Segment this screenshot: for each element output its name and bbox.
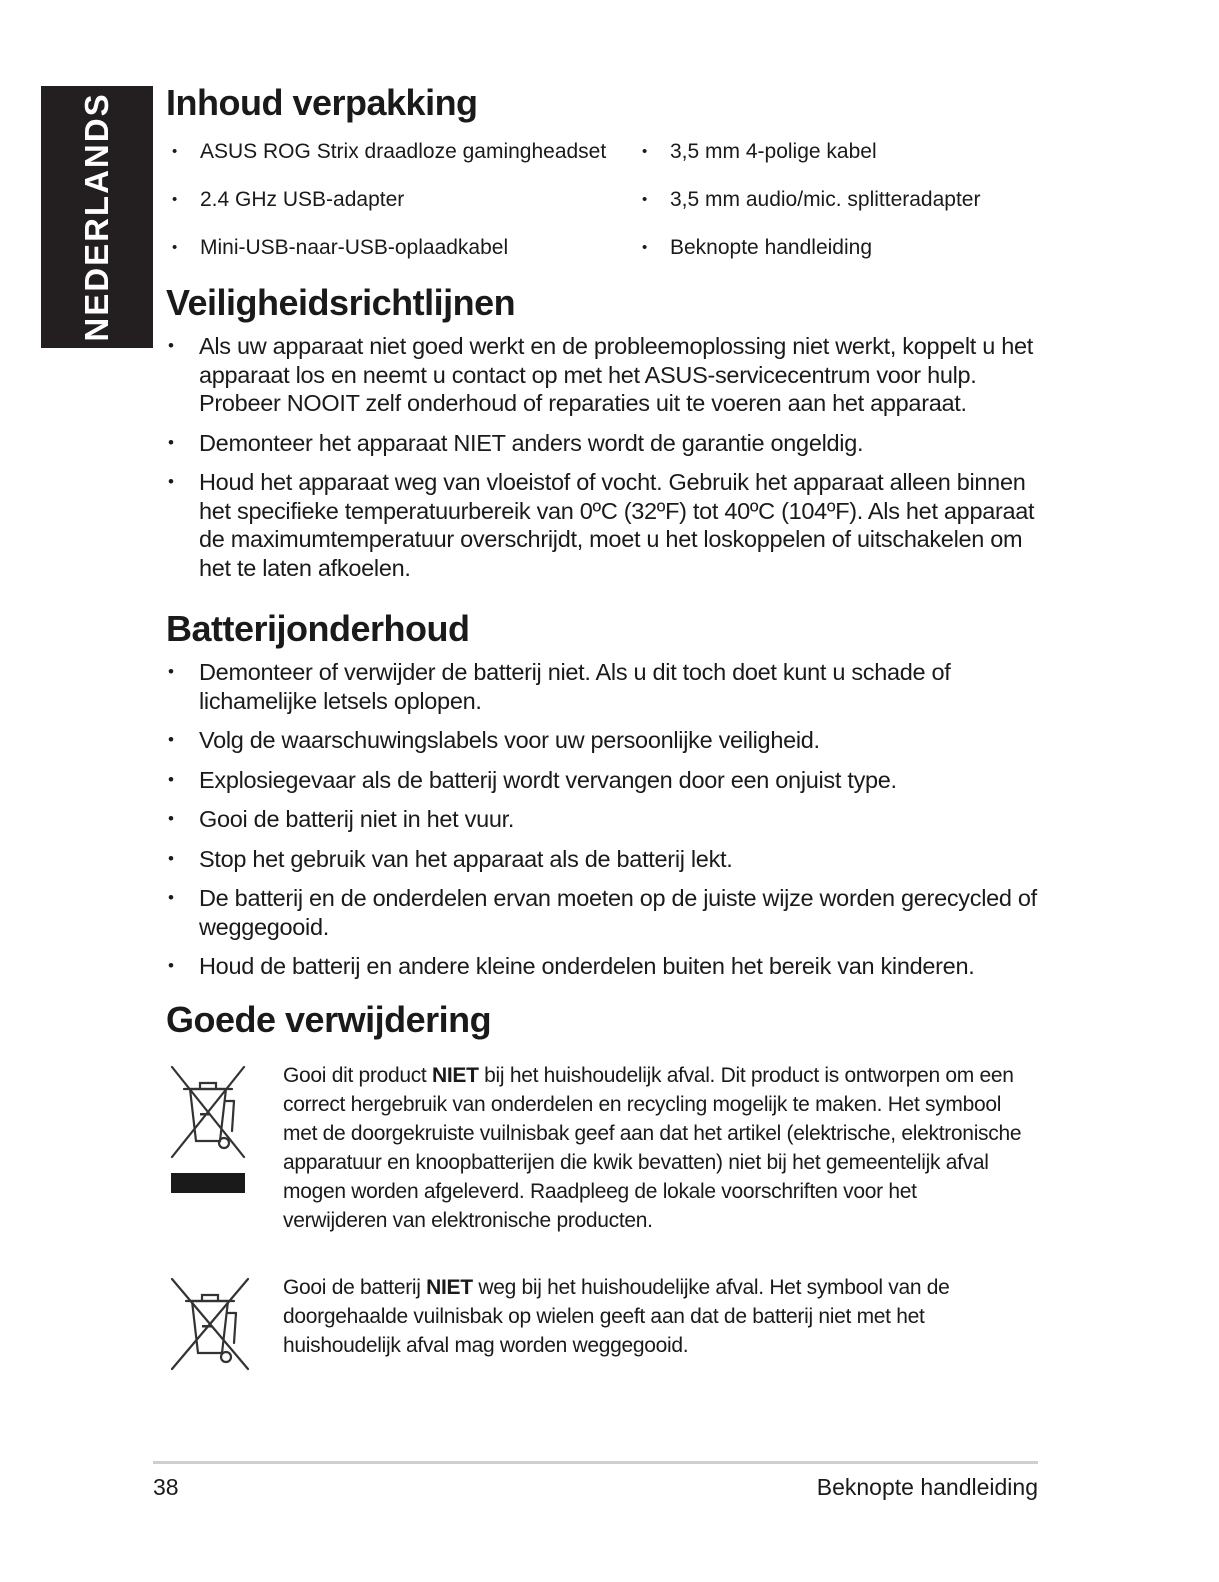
text-emphasis: NIET	[426, 1275, 473, 1299]
list-item: • Demonteer of verwijder de batterij niet. Als u dit toch doet kunt u schade of lichamelijke letsels oplopen.	[166, 658, 1046, 715]
section-package-contents	[166, 82, 1046, 264]
list-item: • Demonteer het apparaat NIET anders wordt de garantie ongeldig.	[166, 429, 1046, 458]
list-item: • Stop het gebruik van het apparaat als de batterij lekt.	[166, 845, 1046, 874]
list-item: • Houd het apparaat weg van vloeistof of vocht. Gebruik het apparaat alleen binnen het specifieke temperatuurbereik van 0ºC (32ºF) tot 40ºC (104ºF). Als het apparaat de maximumtemperatuur overschrijdt, moet u het loskoppelen of uitschakelen om het te laten afkoelen.	[166, 468, 1046, 582]
text-segment: Gooi de batterij	[283, 1275, 427, 1299]
list-item: • Gooi de batterij niet in het vuur.	[166, 805, 1046, 834]
list-item: • Als uw apparaat niet goed werkt en de probleemoplossing niet werkt, koppelt u het apparaat los en neemt u contact op met het ASUS-servicecentrum voor hulp. Probeer NOOIT zelf onderhoud of reparaties uit te voeren aan het apparaat.	[166, 332, 1046, 418]
list-item: • Volg de waarschuwingslabels voor uw persoonlijke veiligheid.	[166, 726, 1046, 755]
list-item: • Houd de batterij en andere kleine onderdelen buiten het bereik van kinderen.	[166, 952, 1046, 981]
list-item: • ASUS ROG Strix draadloze gamingheadset	[170, 136, 640, 168]
section-disposal	[166, 999, 1046, 1378]
heading-safety: Veiligheidsrichtlijnen	[166, 282, 516, 323]
package-contents-list	[170, 136, 1046, 264]
text-segment: Gooi dit product	[283, 1063, 432, 1087]
heading-battery-care: Batterijonderhoud	[166, 608, 470, 649]
heading-disposal: Goede verwijdering	[166, 998, 492, 1040]
list-item: • Explosiegevaar als de batterij wordt vervangen door een onjuist type.	[166, 766, 1046, 795]
disposal-battery-row	[166, 1273, 1046, 1378]
disposal-product-row	[166, 1061, 1046, 1235]
footer-divider	[153, 1461, 1038, 1464]
text-segment: weg bij het huishoudelijke afval. Het symbool van de doorgehaalde vuilnisbak op wielen geeft aan dat de batterij niet met het huishoudelijk afval mag worden weggegooid.	[283, 1275, 950, 1357]
list-item: • 3,5 mm 4-polige kabel	[640, 136, 1040, 168]
section-safety	[166, 282, 1046, 582]
heading-package-contents: Inhoud verpakking	[166, 82, 478, 123]
language-label: NEDERLANDS	[78, 92, 115, 342]
crossed-bin-bar-icon	[166, 1061, 283, 1235]
safety-list	[166, 332, 1046, 582]
list-item: • Beknopte handleiding	[640, 232, 1040, 264]
text-segment: bij het huishoudelijk afval. Dit product is ontworpen om een correct hergebruik van onderdelen en recycling mogelijk te maken. Het symbool met de doorgekruiste vuilnisbak geef aan dat het artikel (elektrische, elektronische apparatuur en knoopbatterijen die kwik bevatten) niet bij het gemeentelijk afval mogen worden afgeleverd. Raadpleeg de lokale voorschriften voor het verwijderen van elektronische producten.	[283, 1063, 1022, 1232]
page-content	[166, 82, 1046, 1378]
text-emphasis: NIET	[432, 1063, 479, 1087]
footer-title: Beknopte handleiding	[816, 1474, 1038, 1500]
section-battery-care	[166, 608, 1046, 981]
disposal-battery-text	[283, 1273, 1023, 1378]
page-number: 38	[153, 1474, 179, 1500]
crossed-bin-icon	[166, 1273, 283, 1378]
disposal-product-text	[283, 1061, 1023, 1235]
list-item: • Mini-USB-naar-USB-oplaadkabel	[170, 232, 640, 264]
list-item: • 2.4 GHz USB-adapter	[170, 184, 640, 216]
list-item: • De batterij en de onderdelen ervan moeten op de juiste wijze worden gerecycled of weggegooid.	[166, 884, 1046, 941]
list-item: • 3,5 mm audio/mic. splitteradapter	[640, 184, 1040, 216]
battery-list	[166, 658, 1046, 981]
